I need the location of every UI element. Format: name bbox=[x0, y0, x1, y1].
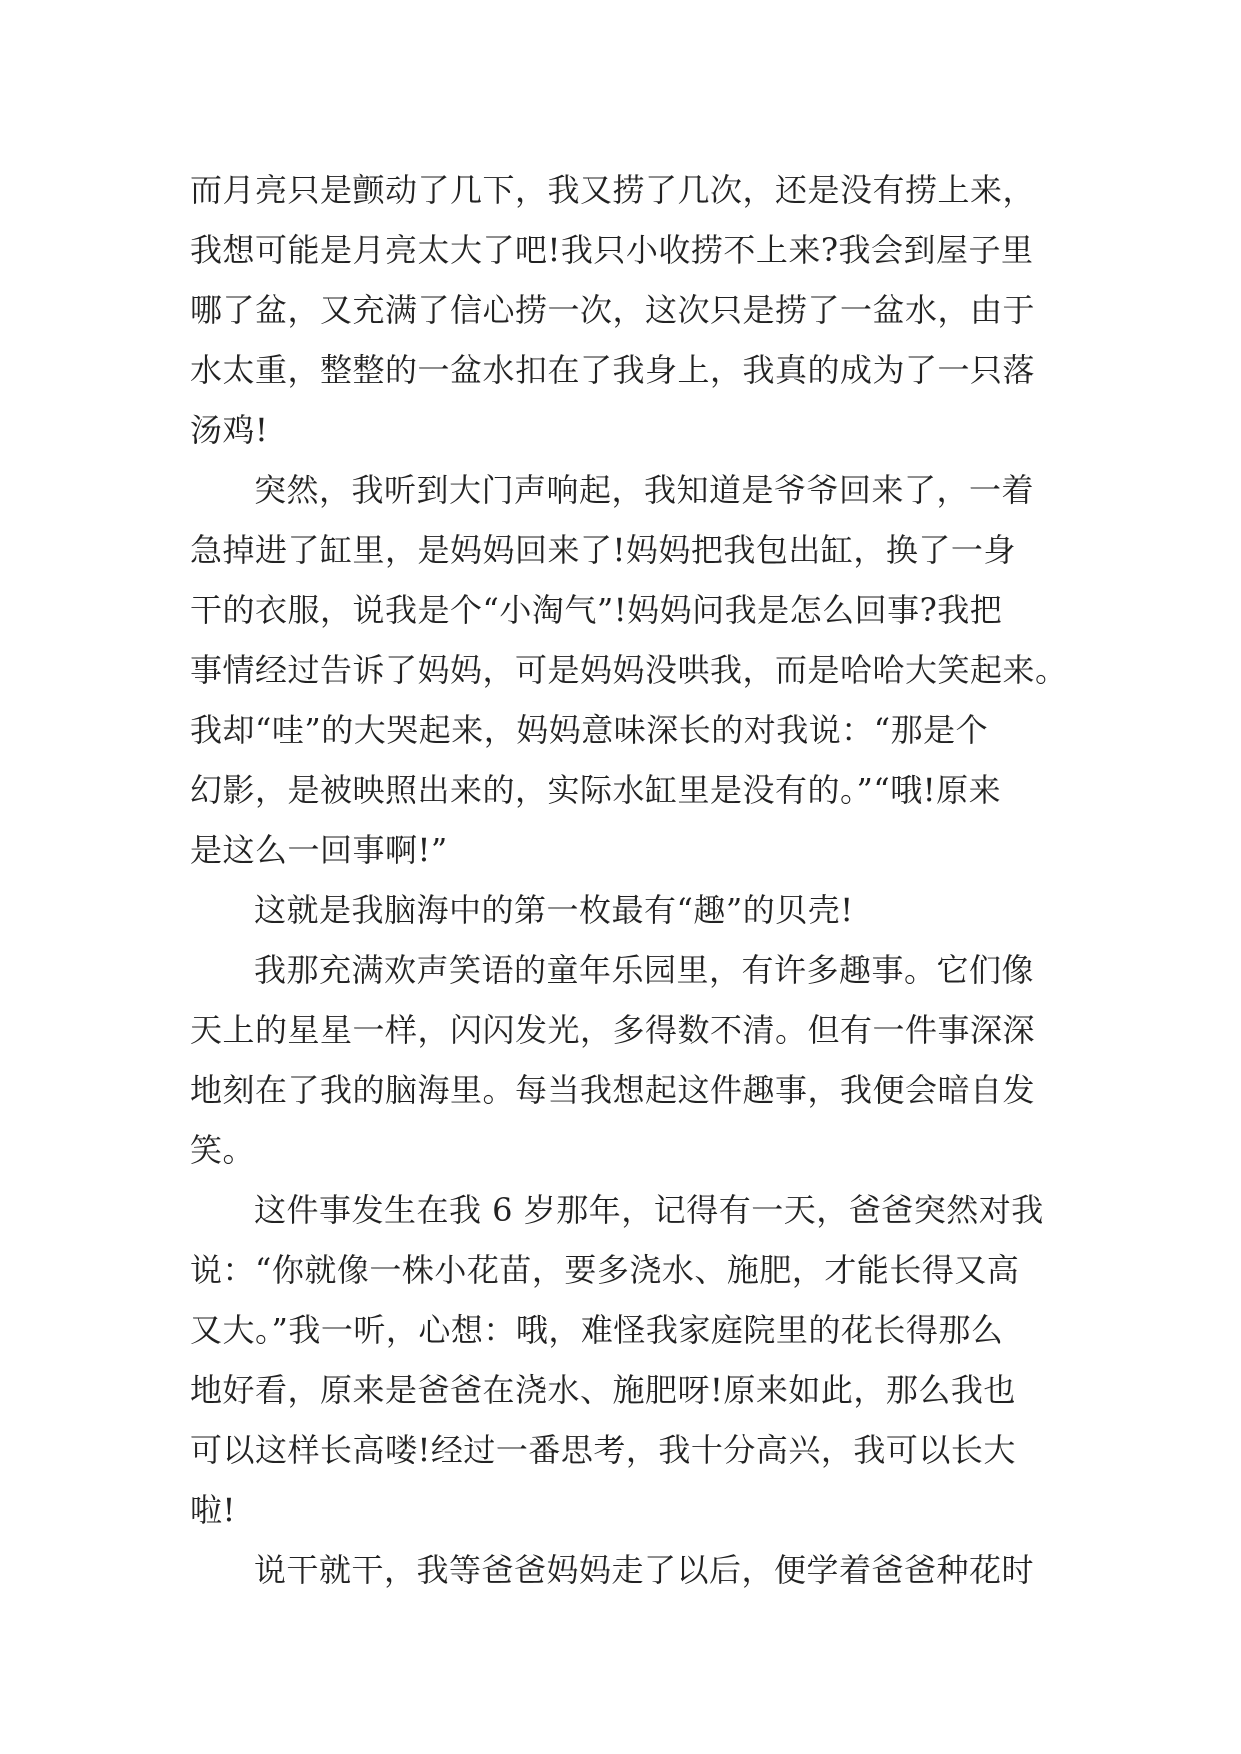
text-line: 汤鸡! bbox=[190, 411, 269, 449]
paragraph-first-line: 突然，我听到大门声响起，我知道是爷爷回来了，一着 bbox=[254, 471, 1035, 509]
text-line: 地好看，原来是爸爸在浇水、施肥呀!原来如此，那么我也 bbox=[190, 1371, 1016, 1409]
text-line: 地刻在了我的脑海里。每当我想起这件趣事，我便会暗自发 bbox=[190, 1071, 1036, 1109]
text-line: 哪了盆，又充满了信心捞一次，这次只是捞了一盆水，由于 bbox=[190, 291, 1036, 329]
text-line: 又大。”我一听，心想：哦，难怪我家庭院里的花长得那么 bbox=[190, 1311, 1004, 1349]
paragraph-first-line: 我那充满欢声笑语的童年乐园里，有许多趣事。它们像 bbox=[254, 951, 1035, 989]
text-line: 可以这样长高喽!经过一番思考，我十分高兴，我可以长大 bbox=[190, 1431, 1016, 1469]
text-line: 是这么一回事啊!” bbox=[190, 831, 448, 869]
text-line: 干的衣服，说我是个“小淘气”!妈妈问我是怎么回事?我把 bbox=[190, 591, 1003, 629]
paragraph-first-line: 这就是我脑海中的第一枚最有“趣”的贝壳! bbox=[254, 891, 854, 929]
text-line: 我想可能是月亮太大了吧!我只小收捞不上来?我会到屋子里 bbox=[190, 231, 1034, 269]
body-text bbox=[190, 160, 1070, 1600]
paragraph-first-line: 这件事发生在我 6 岁那年，记得有一天，爸爸突然对我 bbox=[254, 1191, 1044, 1229]
text-line: 啦! bbox=[190, 1491, 236, 1529]
text-line: 水太重，整整的一盆水扣在了我身上，我真的成为了一只落 bbox=[190, 351, 1036, 389]
text-line: 事情经过告诉了妈妈，可是妈妈没哄我，而是哈哈大笑起来。 bbox=[190, 651, 1068, 689]
text-line: 说：“你就像一株小花苗，要多浇水、施肥，才能长得又高 bbox=[190, 1251, 1020, 1289]
text-line: 而月亮只是颤动了几下，我又捞了几次，还是没有捞上来， bbox=[190, 171, 1036, 209]
paragraph-first-line: 说干就干，我等爸爸妈妈走了以后，便学着爸爸种花时 bbox=[254, 1551, 1035, 1589]
text-line: 天上的星星一样，闪闪发光，多得数不清。但有一件事深深 bbox=[190, 1011, 1036, 1049]
text-line: 笑。 bbox=[190, 1131, 256, 1169]
text-line: 幻影，是被映照出来的，实际水缸里是没有的。”“哦!原来 bbox=[190, 771, 1002, 809]
text-line: 我却“哇”的大哭起来，妈妈意味深长的对我说：“那是个 bbox=[190, 711, 989, 749]
text-line: 急掉进了缸里，是妈妈回来了!妈妈把我包出缸，换了一身 bbox=[190, 531, 1016, 569]
